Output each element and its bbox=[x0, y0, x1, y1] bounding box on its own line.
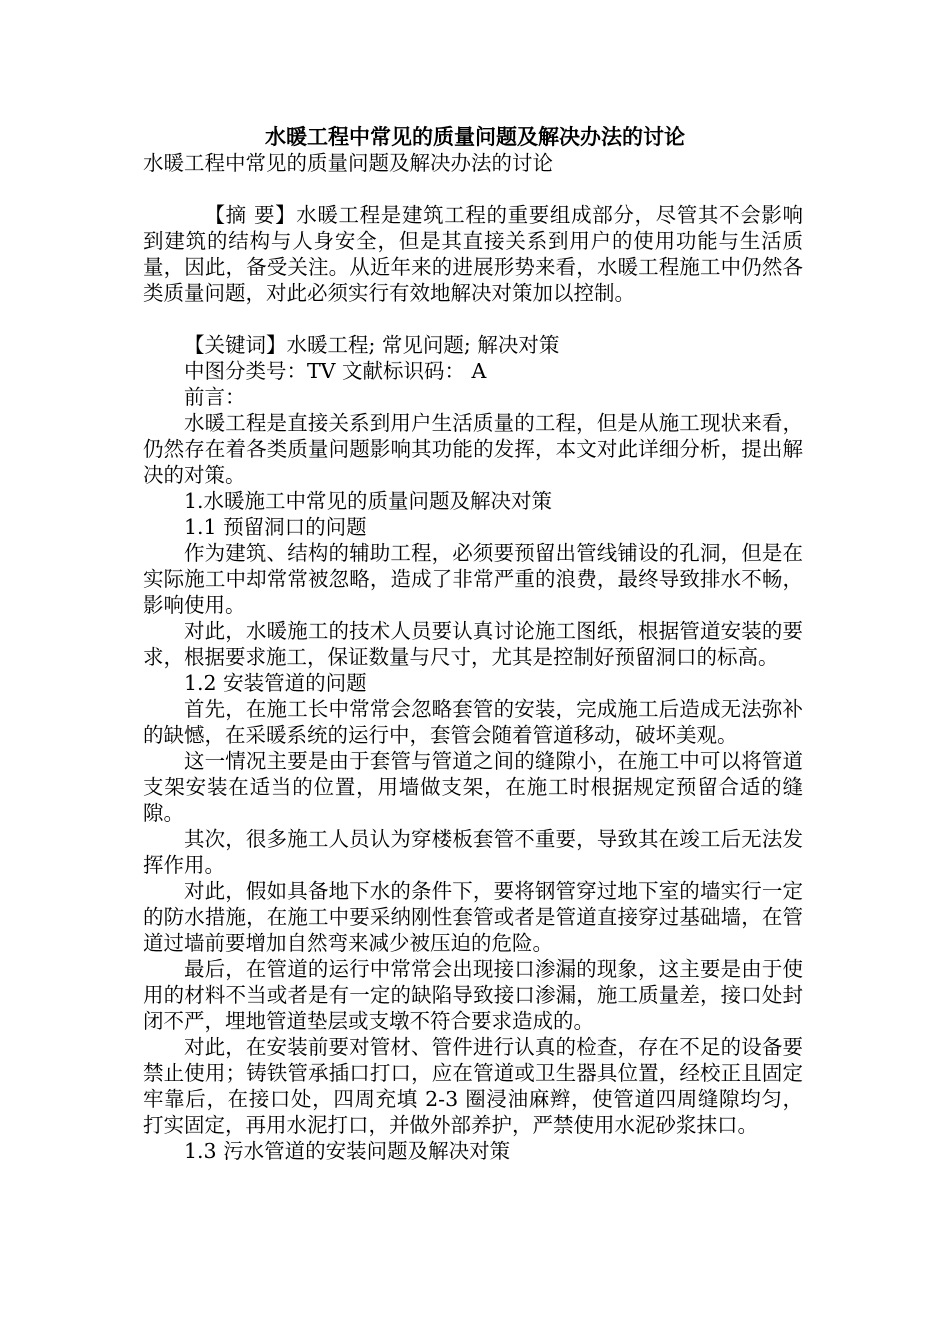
subsection-heading: 1.2 安装管道的问题 bbox=[184, 671, 367, 695]
document-subtitle: 水暖工程中常见的质量问题及解决办法的讨论 bbox=[143, 151, 553, 175]
subsection-heading: 1.1 预留洞口的问题 bbox=[184, 515, 367, 539]
body-paragraph: 对此，在安装前要对管材、管件进行认真的检查，存在不足的设备要禁止使用；铸铁管承插口打口，应在管道或卫生器具位置，经校正且固定牢靠后，在接口处，四周充填 2-3 圈浸油麻辫，使管道四周缝隙均匀，打实固定，再用水泥打口，并做外部养护，严禁使用水泥砂浆抹口。 bbox=[143, 1035, 803, 1137]
body-paragraph: 作为建筑、结构的辅助工程，必须要预留出管线铺设的孔洞，但是在实际施工中却常常被忽略，造成了非常严重的浪费，最终导致排水不畅，影响使用。 bbox=[143, 541, 803, 617]
classification-line: 中图分类号：TV 文献标识码： A bbox=[184, 359, 487, 383]
preface-label: 前言： bbox=[184, 385, 246, 409]
document-title: 水暖工程中常见的质量问题及解决办法的讨论 bbox=[265, 124, 685, 149]
body-paragraph: 水暖工程是直接关系到用户生活质量的工程，但是从施工现状来看，仍然存在着各类质量问题影响其功能的发挥，本文对此详细分析，提出解决的对策。 bbox=[143, 411, 803, 487]
body-paragraph: 这一情况主要是由于套管与管道之间的缝隙小，在施工中可以将管道支架安装在适当的位置，用墙做支架，在施工时根据规定预留合适的缝隙。 bbox=[143, 749, 803, 825]
spacer bbox=[143, 176, 803, 202]
body-paragraph: 对此，假如具备地下水的条件下，要将钢管穿过地下室的墙实行一定的防水措施，在施工中要采纳刚性套管或者是管道直接穿过基础墙，在管道过墙前要增加自然弯来减少被压迫的危险。 bbox=[143, 879, 803, 955]
keywords-line: 【关键词】水暖工程; 常见问题; 解决对策 bbox=[184, 333, 560, 357]
document-body bbox=[143, 150, 803, 1164]
body-paragraph: 对此，水暖施工的技术人员要认真讨论施工图纸，根据管道安装的要求，根据要求施工，保证数量与尺寸，尤其是控制好预留洞口的标高。 bbox=[143, 619, 803, 669]
body-paragraph: 其次，很多施工人员认为穿楼板套管不重要，导致其在竣工后无法发挥作用。 bbox=[143, 827, 803, 877]
body-paragraph: 首先，在施工长中常常会忽略套管的安装，完成施工后造成无法弥补的缺憾，在采暖系统的运行中，套管会随着管道移动，破坏美观。 bbox=[143, 697, 803, 747]
spacer bbox=[143, 306, 803, 332]
body-paragraph: 最后，在管道的运行中常常会出现接口渗漏的现象，这主要是由于使用的材料不当或者是有一定的缺陷导致接口渗漏，施工质量差，接口处封闭不严，埋地管道垫层或支墩不符合要求造成的。 bbox=[143, 957, 803, 1033]
abstract-paragraph: 【摘 要】水暖工程是建筑工程的重要组成部分，尽管其不会影响到建筑的结构与人身安全，但是其直接关系到用户的使用功能与生活质量，因此，备受关注。从近年来的进展形势来看，水暖工程施工中仍然各类质量问题，对此必须实行有效地解决对策加以控制。 bbox=[143, 203, 803, 305]
subsection-heading: 1.3 污水管道的安装问题及解决对策 bbox=[184, 1139, 511, 1163]
section-heading: 1.水暖施工中常见的质量问题及解决对策 bbox=[184, 489, 553, 513]
